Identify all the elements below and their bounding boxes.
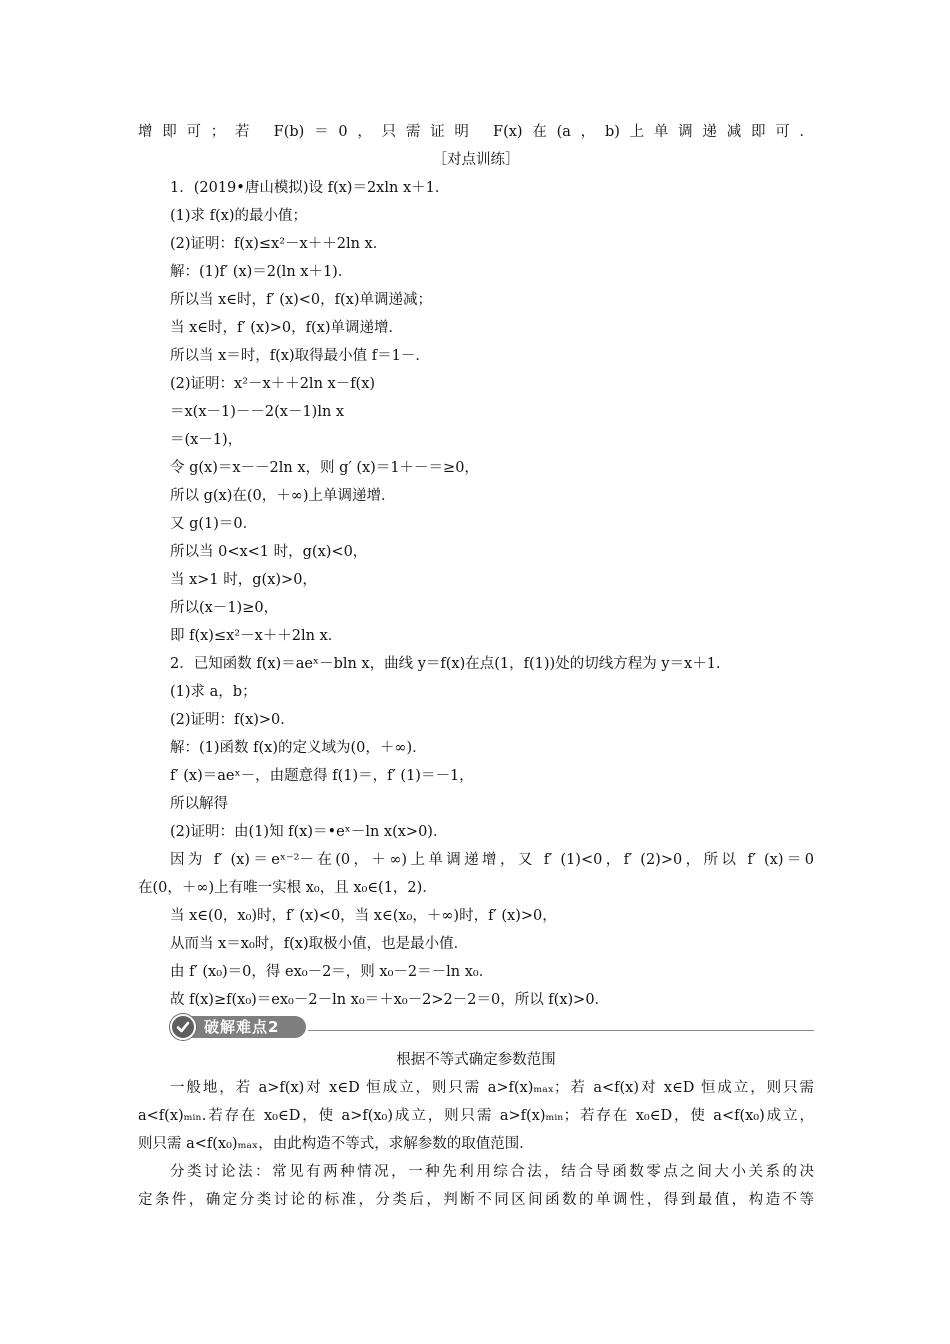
text-line: 分类讨论法：常见有两种情况，一种先利用综合法，结合导函数零点之间大小关系的决 bbox=[170, 1164, 814, 1180]
subsection-title: 根据不等式确定参数范围 bbox=[396, 1052, 556, 1068]
text-line: (1)求 a，b； bbox=[170, 684, 257, 700]
text-line: 所以(x－1)≥0， bbox=[170, 600, 279, 616]
text-line: 所以当 x＝时，f(x)取得最小值 f＝1－． bbox=[170, 348, 430, 364]
section-badge bbox=[170, 1014, 308, 1040]
text-line: 所以解得 bbox=[170, 796, 228, 812]
text-line: (2)证明：f(x)≤x²－x＋＋2ln x． bbox=[170, 236, 388, 252]
text-line: 所以当 x∈时，f′ (x)<0，f(x)单调递减； bbox=[170, 292, 433, 308]
problem-statement: 1．(2019•唐山模拟)设 f(x)＝2xln x＋1． bbox=[170, 180, 450, 196]
text-line: (2)证明：由(1)知 f(x)＝•eˣ－ln x(x>0)． bbox=[170, 824, 448, 840]
text-line: 故 f(x)≥f(x₀)＝ex₀－2－ln x₀＝＋x₀－2>2－2＝0，所以 f(x)>0． bbox=[170, 992, 610, 1008]
text-line: 因为 f′ (x)＝eˣ⁻²－在(0，＋∞)上单调递增，又 f′ (1)<0，f′ (2)>0，所以 f′ (x)＝0 bbox=[170, 852, 814, 868]
text-line: 当 x∈时，f′ (x)>0，f(x)单调递增． bbox=[170, 320, 404, 336]
text-line: a<f(x)ₘᵢₙ.若存在 x₀∈D，使 a>f(x₀)成立，则只需 a>f(x)ₘᵢₙ；若存在 x₀∈D，使 a<f(x₀)成立， bbox=[138, 1108, 814, 1124]
text-line: 当 x>1 时，g(x)>0， bbox=[170, 572, 317, 588]
text-line: ＝x(x－1)－－2(x－1)ln x bbox=[170, 404, 345, 420]
problem-statement: 2．已知函数 f(x)＝aeˣ－bln x，曲线 y＝f(x)在点(1，f(1))处的切线方程为 y＝x＋1． bbox=[170, 656, 731, 672]
text-line: 令 g(x)＝x－－2ln x，则 g′ (x)＝1＋－＝≥0， bbox=[170, 460, 479, 476]
text-line: ＝(x－1)， bbox=[170, 432, 243, 448]
checkmark-icon bbox=[170, 1014, 196, 1040]
section-heading: ［对点训练］ bbox=[432, 152, 520, 168]
text-line: 所以当 0<x<1 时，g(x)<0， bbox=[170, 544, 368, 560]
text-line: 又 g(1)＝0． bbox=[170, 516, 258, 532]
text-line: 在(0，＋∞)上有唯一实根 x₀，且 x₀∈(1，2)． bbox=[138, 880, 437, 896]
text-line: 解：(1)函数 f(x)的定义域为(0，＋∞)． bbox=[170, 740, 427, 756]
text-line: 当 x∈(0，x₀)时，f′ (x)<0，当 x∈(x₀，＋∞)时，f′ (x)>0， bbox=[170, 908, 557, 924]
text-line: 一般地，若 a>f(x)对 x∈D 恒成立，则只需 a>f(x)ₘₐₓ；若 a<f(x)对 x∈D 恒成立，则只需 bbox=[170, 1080, 814, 1096]
section-divider bbox=[308, 1030, 814, 1031]
text-line: 则只需 a<f(x₀)ₘₐₓ，由此构造不等式，求解参数的取值范围． bbox=[138, 1136, 534, 1152]
text-line: 所以 g(x)在(0，＋∞)上单调递增． bbox=[170, 488, 396, 504]
text-line: 定条件，确定分类讨论的标准，分类后，判断不同区间函数的单调性，得到最值，构造不等 bbox=[138, 1192, 814, 1208]
text-line: f′ (x)＝aeˣ－，由题意得 f(1)＝，f′ (1)＝－1， bbox=[170, 768, 474, 784]
text-line: 增即可；若 F(b)＝0，只需证明 F(x)在(a，b)上单调递减即可． bbox=[138, 124, 814, 140]
text-line: 由 f′ (x₀)＝0，得 ex₀－2＝，则 x₀－2＝－ln x₀． bbox=[170, 964, 494, 980]
text-line: (2)证明：x²－x＋＋2ln x－f(x) bbox=[170, 376, 376, 392]
text-line: 即 f(x)≤x²－x＋＋2ln x． bbox=[170, 628, 343, 644]
text-line: (2)证明：f(x)>0． bbox=[170, 712, 295, 728]
badge-label: 破解难点2 bbox=[204, 1018, 280, 1036]
text-line: 解：(1)f′ (x)＝2(ln x＋1)． bbox=[170, 264, 353, 280]
text-line: 从而当 x＝x₀时，f(x)取极小值，也是最小值． bbox=[170, 936, 469, 952]
text-line: (1)求 f(x)的最小值； bbox=[170, 208, 308, 224]
